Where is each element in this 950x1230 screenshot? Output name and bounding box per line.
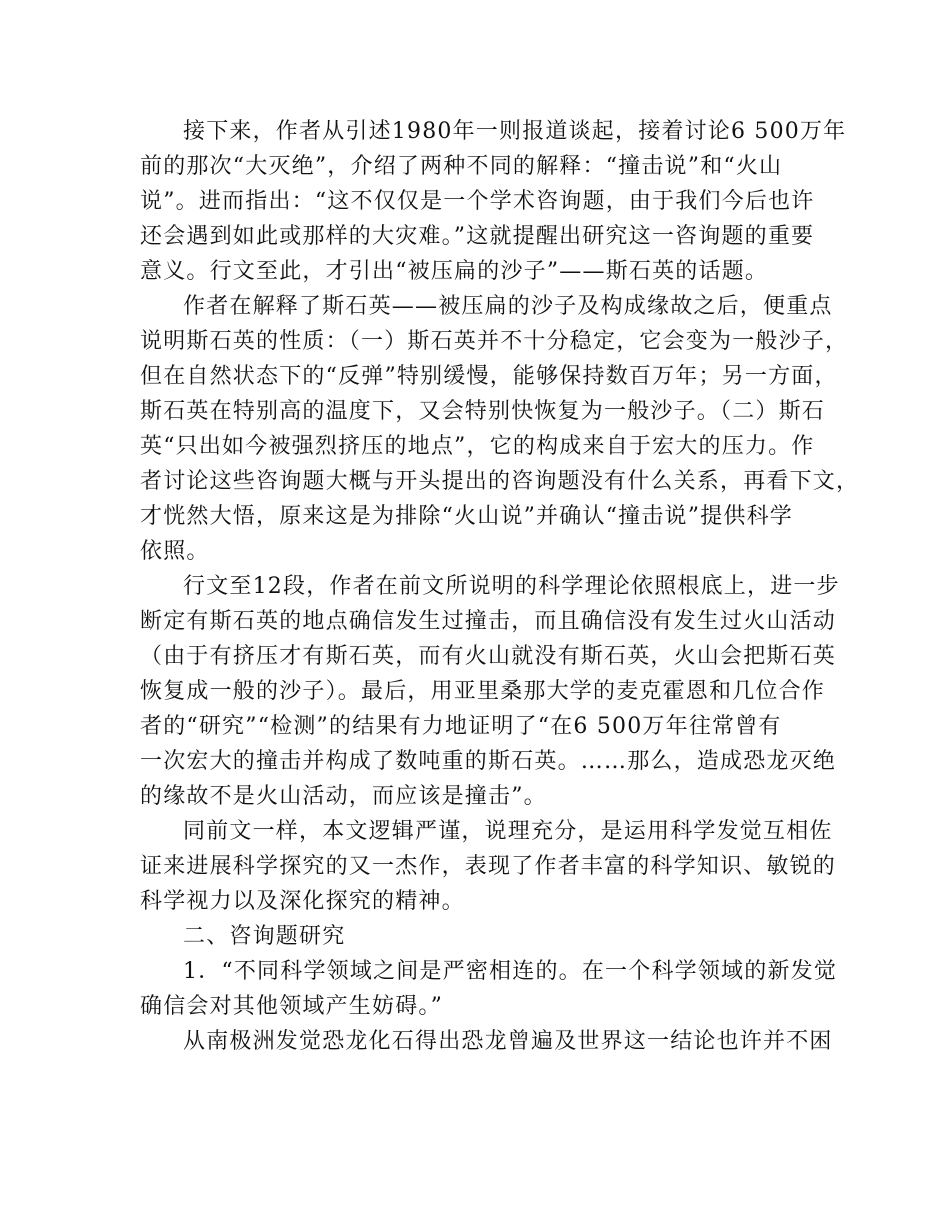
text-line: 从南极洲发觉恐龙化石得出恐龙曾遍及世界这一结论也许并不困 bbox=[183, 1029, 833, 1054]
text-line: 的缘故不是火山活动，而应该是撞击”。 bbox=[140, 784, 547, 809]
text-line: 确信会对其他领域产生妨碍。” bbox=[140, 994, 444, 1019]
text-line: 说”。进而指出：“这不仅仅是一个学术咨询题，由于我们今后也许 bbox=[140, 189, 815, 214]
text-line: 依照。 bbox=[140, 539, 210, 564]
text-line: 作者在解释了斯石英——被压扁的沙子及构成缘故之后，便重点 bbox=[183, 294, 833, 319]
text-line: 才恍然大悟，原来这是为排除“火山说”并确认“撞击说”提供科学 bbox=[140, 504, 793, 529]
text-line: （由于有挤压才有斯石英，而有火山就没有斯石英，火山会把斯石英 bbox=[140, 644, 837, 669]
text-line: 者讨论这些咨询题大概与开头提出的咨询题没有什么关系，再看下文， bbox=[140, 469, 860, 494]
text-line: 一次宏大的撞击并构成了数吨重的斯石英。……那么，造成恐龙灭绝 bbox=[140, 749, 837, 774]
text-line: 科学视力以及深化探究的精神。 bbox=[140, 889, 465, 914]
text-line: 但在自然状态下的“反弹”特别缓慢，能够保持数百万年；另一方面， bbox=[140, 364, 838, 389]
text-line: 行文至12段，作者在前文所说明的科学理论依照根底上，进一步 bbox=[183, 574, 840, 599]
text-line: 1．“不同科学领域之间是严密相连的。在一个科学领域的新发觉 bbox=[183, 959, 838, 984]
text-line: 意义。行文至此，才引出“被压扁的沙子”——斯石英的话题。 bbox=[140, 259, 769, 284]
text-line: 前的那次“大灭绝”，介绍了两种不同的解释：“撞击说”和“火山 bbox=[140, 154, 783, 179]
text-line: 者的“研究”“检测”的结果有力地证明了“在6 500万年往常曾有 bbox=[140, 714, 782, 739]
text-line: 证来进展科学探究的又一杰作，表现了作者丰富的科学知识、敏锐的 bbox=[140, 854, 837, 879]
document-body bbox=[0, 114, 950, 1059]
section-heading: 二、咨询题研究 bbox=[183, 924, 346, 949]
text-line: 英“只出如今被强烈挤压的地点”，它的构成来自于宏大的压力。作 bbox=[140, 434, 815, 459]
text-line: 断定有斯石英的地点确信发生过撞击，而且确信没有发生过火山活动 bbox=[140, 609, 837, 634]
text-line: 说明斯石英的性质：（一）斯石英并不十分稳定，它会变为一般沙子， bbox=[140, 329, 849, 354]
text-line: 同前文一样，本文逻辑严谨，说理充分，是运用科学发觉互相佐 bbox=[183, 819, 833, 844]
text-line: 接下来，作者从引述1980年一则报道谈起，接着讨论6 500万年 bbox=[183, 119, 847, 144]
text-line: 恢复成一般的沙子）。最后，用亚里桑那大学的麦克霍恩和几位合作 bbox=[140, 679, 826, 704]
text-line: 斯石英在特别高的温度下，又会特别快恢复为一般沙子。（二）斯石 bbox=[140, 399, 826, 424]
text-line: 还会遇到如此或那样的大灾难。”这就提醒出研究这一咨询题的重要 bbox=[140, 224, 815, 249]
